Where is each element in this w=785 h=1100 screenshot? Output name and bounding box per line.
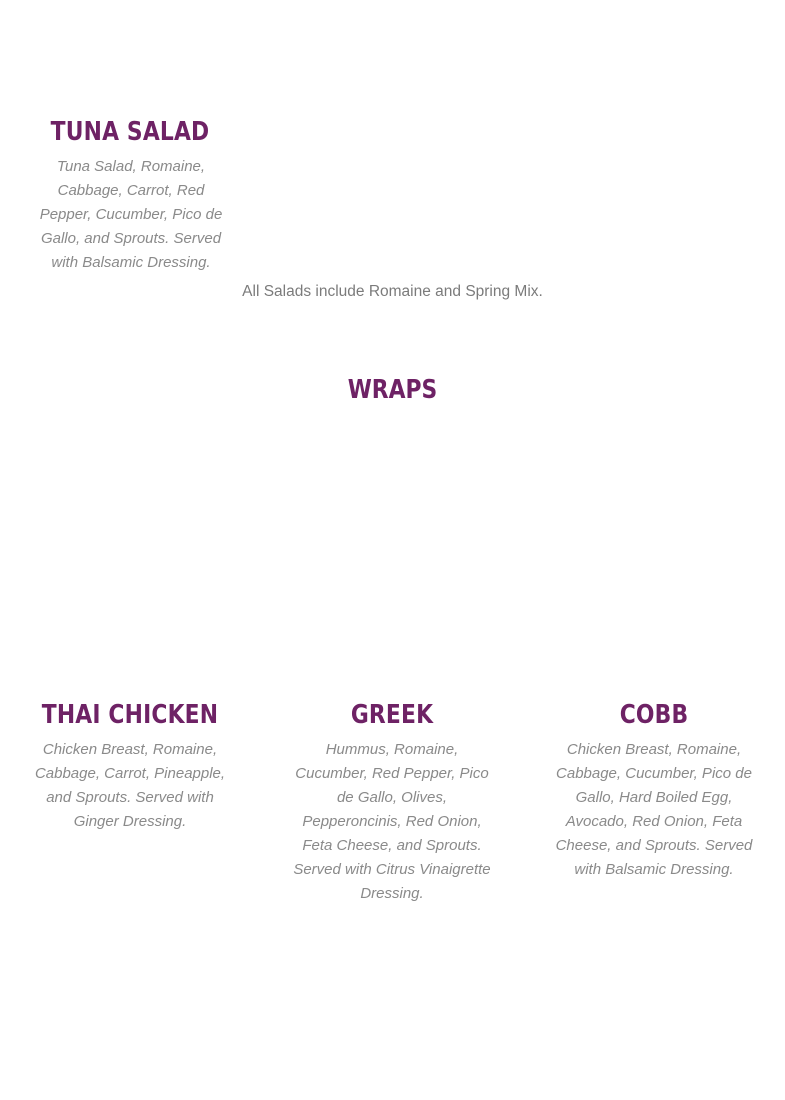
- menu-item-description-greek: Hummus, Romaine, Cucumber, Red Pepper, Pico de Gallo, Olives, Pepperoncinis, Red Onion, Feta Cheese, and Sprouts. Served with Citrus Vinaigrette Dressing.: [293, 741, 491, 902]
- salads-note: All Salads include Romaine and Spring Mix.: [242, 283, 543, 300]
- section-heading-wraps: WRAPS: [347, 375, 438, 405]
- menu-item-title-tuna-salad: TUNA SALAD: [50, 117, 210, 147]
- menu-item-description-thai-chicken: Chicken Breast, Romaine, Cabbage, Carrot, Pineapple, and Sprouts. Served with Ginger Dressing.: [34, 741, 226, 830]
- menu-item-title-thai-chicken: THAI CHICKEN: [41, 700, 219, 730]
- menu-item-description-tuna-salad: Tuna Salad, Romaine, Cabbage, Carrot, Red Pepper, Cucumber, Pico de Gallo, and Sprouts. Served with Balsamic Dressing.: [39, 158, 223, 271]
- menu-item-title-cobb: COBB: [619, 700, 689, 730]
- menu-item-description-cobb: Chicken Breast, Romaine, Cabbage, Cucumber, Pico de Gallo, Hard Boiled Egg, Avocado, Red Onion, Feta Cheese, and Sprouts. Served with Balsamic Dressing.: [555, 741, 753, 878]
- menu-item-title-greek: GREEK: [350, 700, 434, 730]
